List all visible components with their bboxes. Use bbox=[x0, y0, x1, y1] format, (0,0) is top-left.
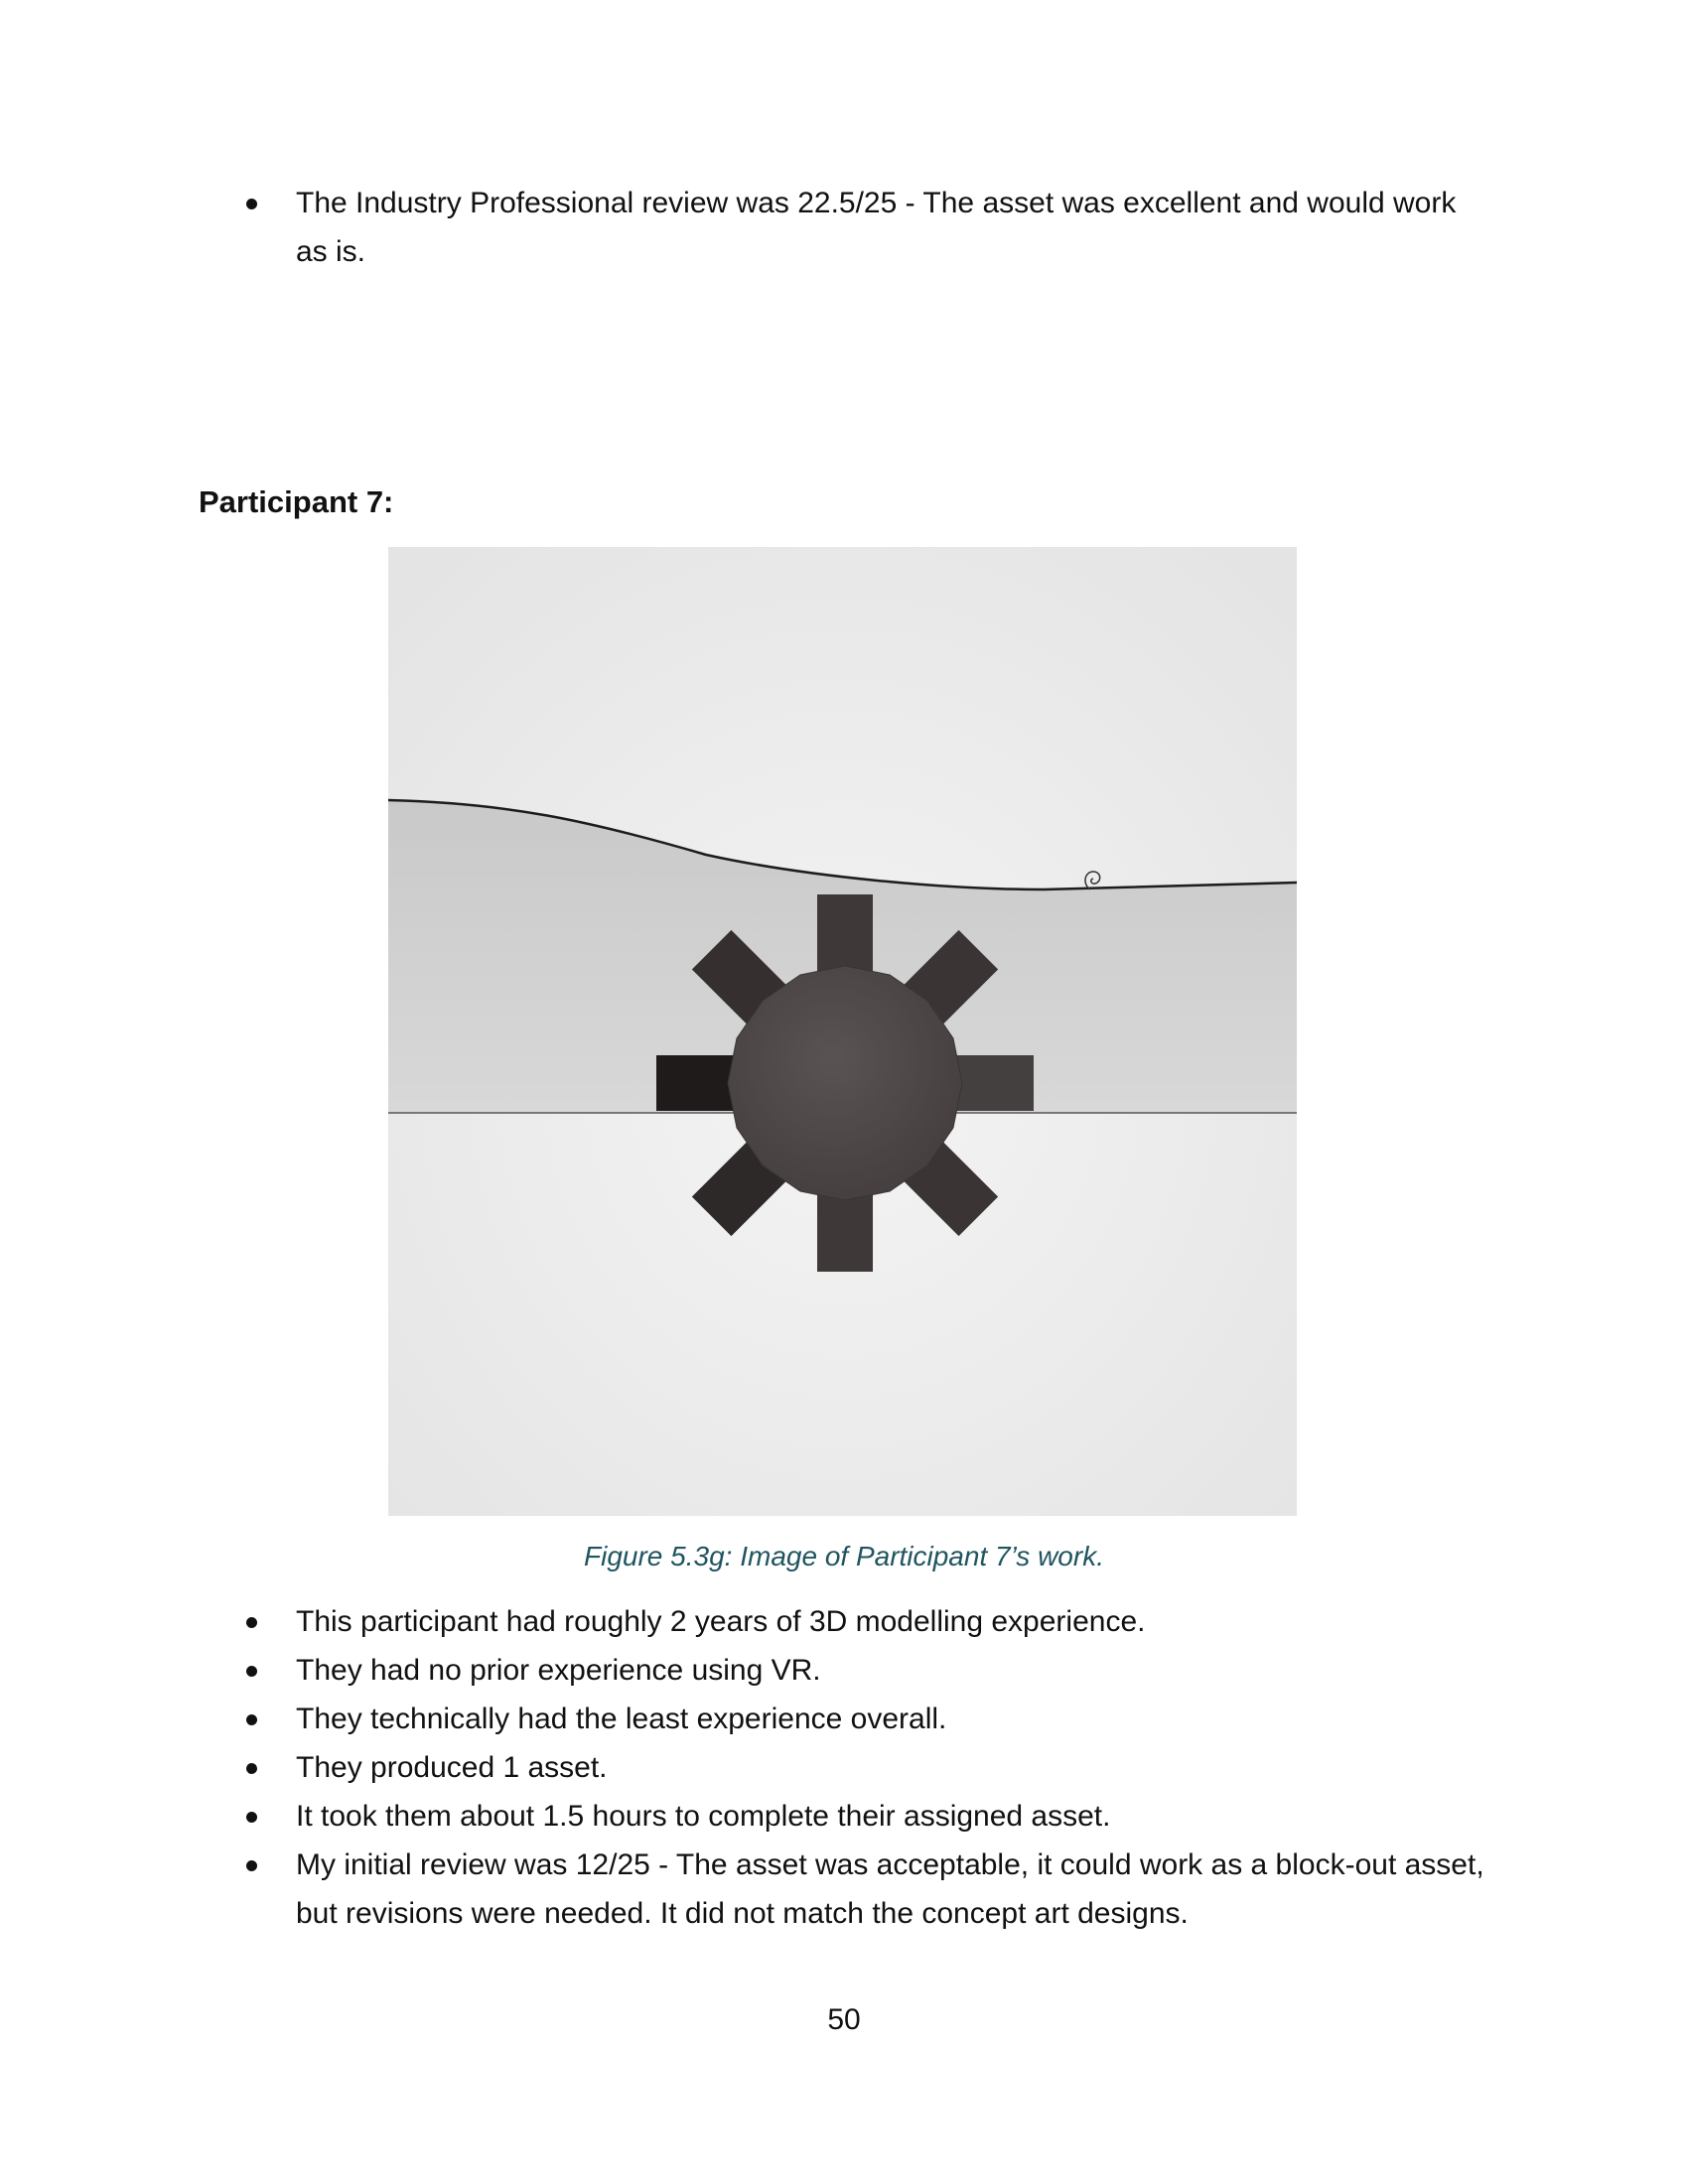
list-item bbox=[0, 179, 1688, 276]
bullet-icon bbox=[246, 199, 257, 209]
gear-body bbox=[728, 966, 962, 1200]
bullet-icon bbox=[246, 1812, 257, 1823]
bullet-icon bbox=[246, 1860, 257, 1871]
gear-model bbox=[656, 894, 1034, 1272]
list-item bbox=[0, 1597, 1688, 1646]
list-item-text: The Industry Professional review was 22.5/25 - The asset was excellent and would work as is. bbox=[296, 187, 1457, 268]
list-item bbox=[0, 1792, 1688, 1841]
gear-render-image bbox=[388, 547, 1297, 1516]
bullet-icon bbox=[246, 1617, 257, 1628]
list-item bbox=[0, 1646, 1688, 1695]
list-item bbox=[0, 1695, 1688, 1743]
list-item-text: My initial review was 12/25 - The asset was acceptable, it could work as a block-out asset, but revisions were needed. It did not match the concept art designs. bbox=[296, 1848, 1484, 1930]
list-item-text: They produced 1 asset. bbox=[296, 1751, 608, 1784]
gear-tooth bbox=[656, 1055, 736, 1111]
intro-bullet-list bbox=[0, 179, 1688, 276]
list-item-text: They had no prior experience using VR. bbox=[296, 1654, 821, 1687]
figure-caption: Figure 5.3g: Image of Participant 7’s work. bbox=[584, 1541, 1104, 1571]
gear-tooth bbox=[954, 1055, 1034, 1111]
participant-work-figure bbox=[388, 547, 1297, 1516]
gear-tooth bbox=[817, 1192, 873, 1272]
list-item-text: They technically had the least experience overall. bbox=[296, 1703, 947, 1735]
list-item bbox=[0, 1841, 1688, 1938]
bullet-icon bbox=[246, 1666, 257, 1677]
bullet-icon bbox=[246, 1714, 257, 1725]
gear-tooth bbox=[817, 894, 873, 974]
section-heading: Participant 7: bbox=[199, 484, 394, 519]
page-number: 50 bbox=[827, 2003, 861, 2036]
details-bullet-list bbox=[0, 1597, 1688, 1938]
list-item-text: It took them about 1.5 hours to complete their assigned asset. bbox=[296, 1800, 1111, 1833]
list-item-text: This participant had roughly 2 years of 3D modelling experience. bbox=[296, 1605, 1146, 1638]
bullet-icon bbox=[246, 1763, 257, 1774]
list-item bbox=[0, 1743, 1688, 1792]
